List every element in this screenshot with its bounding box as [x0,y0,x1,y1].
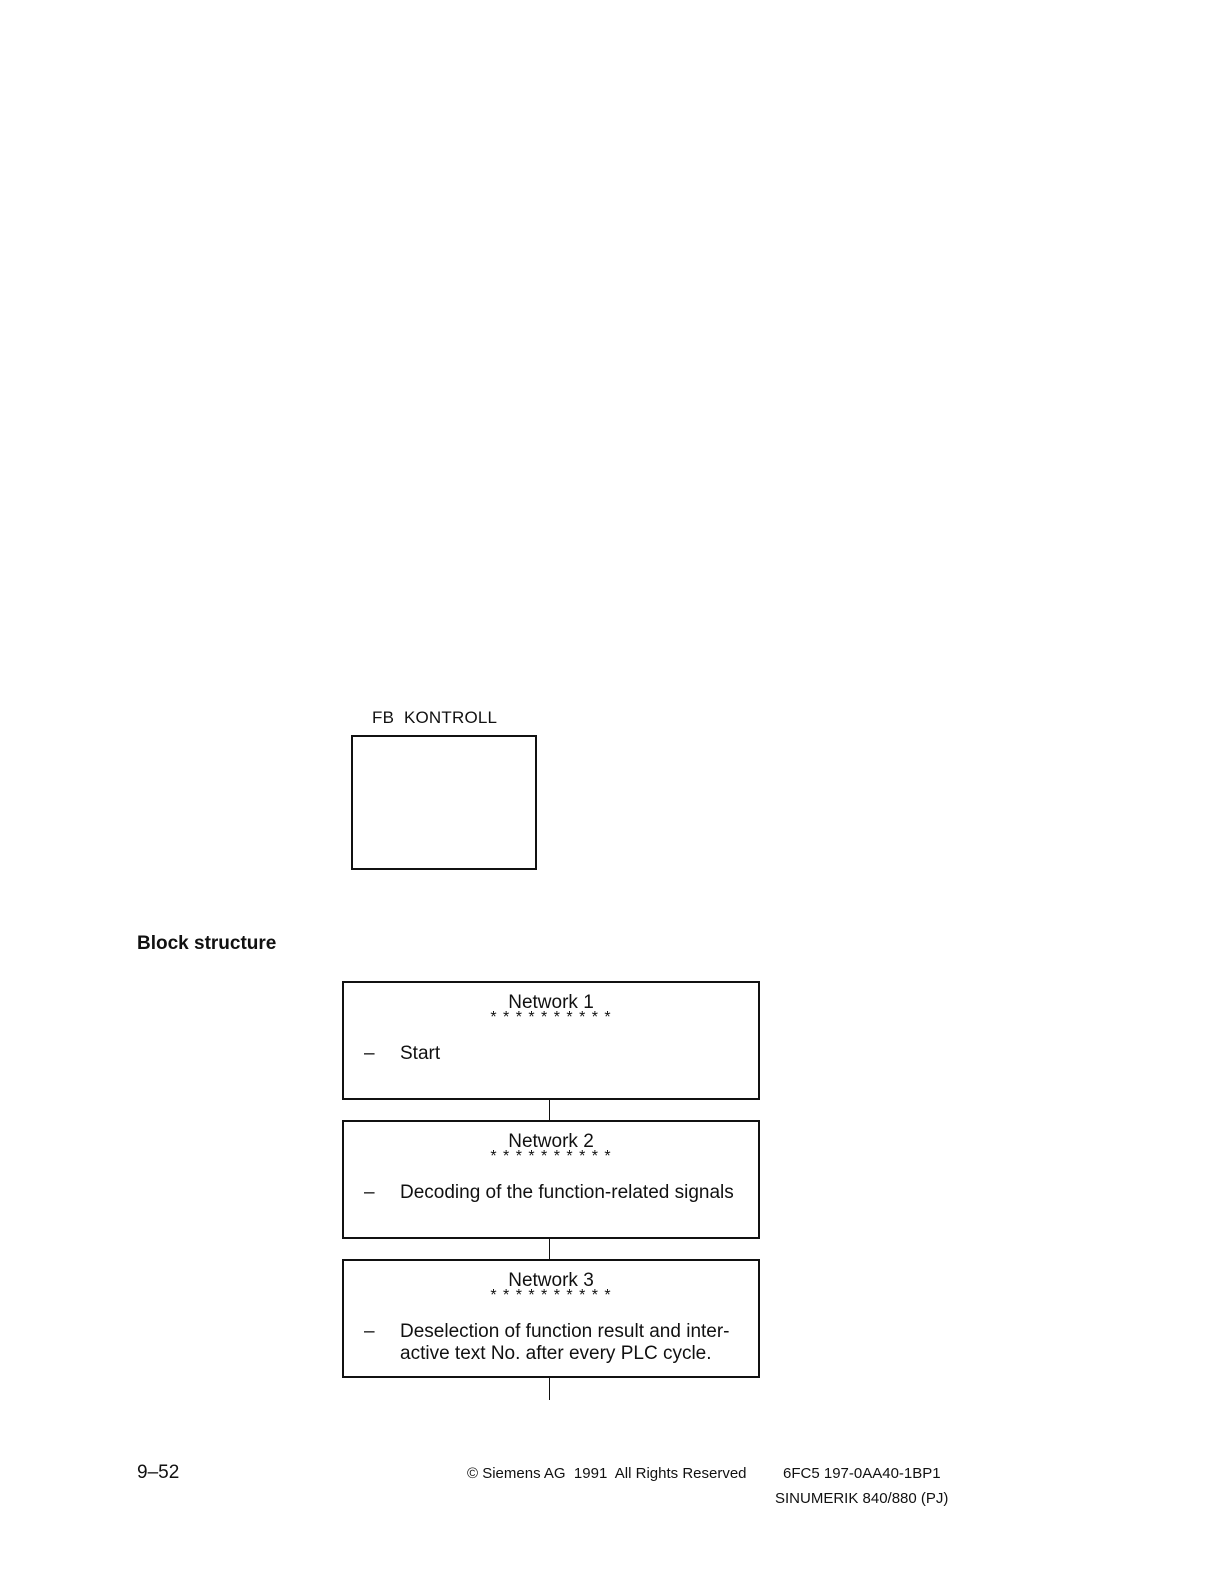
network-stars: * * * * * * * * * * [490,1009,612,1026]
network-connector [549,1377,550,1400]
network-connector [549,1238,550,1260]
network-title: Network 2 [508,1131,594,1152]
network-description: Decoding of the function-related signals [400,1182,734,1203]
page-number: 9–52 [137,1462,180,1483]
network-title: Network 1 [508,992,594,1013]
order-number: 6FC5 197-0AA40-1BP1 [783,1465,941,1482]
network-bullet: – [364,1043,375,1064]
fb-block-label: FB KONTROLL [372,708,498,727]
network-title: Network 3 [508,1270,594,1291]
network-stars: * * * * * * * * * * [490,1287,612,1304]
network-stars: * * * * * * * * * * [490,1148,612,1165]
network-description: Deselection of function result and inter-active text No. after every PLC cycle. [400,1321,730,1364]
fb-block-box [351,735,537,870]
product-name: SINUMERIK 840/880 (PJ) [775,1490,949,1507]
network-description: Start [400,1043,441,1064]
network-connector [549,1099,550,1121]
network-box-2 [342,1120,760,1239]
network-bullet: – [364,1321,375,1342]
network-box-1 [342,981,760,1100]
section-heading: Block structure [137,933,277,954]
copyright-notice: © Siemens AG 1991 All Rights Reserved [467,1465,747,1482]
network-bullet: – [364,1182,375,1203]
network-box-3 [342,1259,760,1378]
